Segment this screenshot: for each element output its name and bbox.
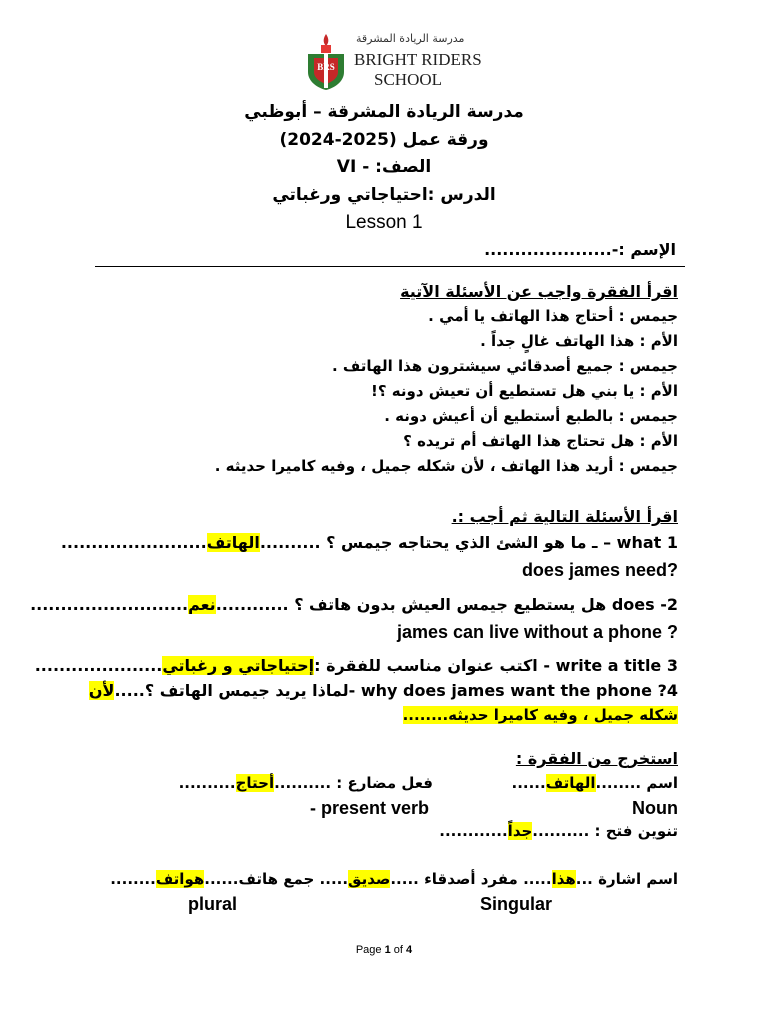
extract-demonstrative — [110, 870, 678, 888]
question-4-answer-start[interactable]: لأن — [88, 681, 115, 700]
extract-singular-dots: ..... — [314, 870, 349, 888]
extract-tanween-answer[interactable]: جداً — [507, 822, 533, 840]
page-total: 4 — [406, 944, 413, 956]
extract-tanween-dots: ............ — [439, 822, 508, 840]
passage-line: الأم : يا بني هل تستطيع أن تعيش دونه ؟! — [371, 382, 678, 400]
lesson-title-english: Lesson 1 — [345, 212, 423, 233]
extract-plural-label: جمع هاتف...... — [204, 870, 315, 888]
extract-singular-label: مفرد أصدقاء ..... — [390, 870, 518, 888]
page-prefix: Page — [355, 944, 385, 956]
question-1 — [61, 533, 678, 552]
logo-badge: BRS — [317, 62, 335, 72]
plural-english-label: plural — [188, 894, 238, 914]
extract-tanween-label: تنوين فتح : .......... — [532, 822, 678, 840]
logo-english-line2: SCHOOL — [374, 70, 443, 89]
question-2-dots: .......................... — [30, 595, 189, 614]
extract-demo-label: اسم اشارة ... — [575, 870, 678, 888]
question-3-dots: ..................... — [34, 656, 163, 675]
question-4-answer-cont[interactable]: شكله جميل ، وفيه كاميرا حديثه........ — [402, 706, 678, 724]
extract-noun-answer[interactable]: الهاتف — [545, 774, 596, 792]
passage-line: الأم : هل تحتاج هذا الهاتف أم تريده ؟ — [403, 432, 678, 450]
extract-plural-dots: ........ — [110, 870, 156, 888]
question-2-text: 2- does هل يستطيع جيمس العيش بدون هاتف ؟ ............ — [215, 595, 678, 614]
question-2-answer[interactable]: نعم — [188, 595, 216, 614]
question-2-line2: james can live without a phone ? — [396, 622, 678, 642]
extract-verb-dots: .......... — [178, 774, 236, 792]
verb-english-label: - present verb — [310, 798, 430, 818]
question-4 — [89, 681, 678, 700]
singular-english-label: Singular — [480, 894, 553, 914]
worksheet-title: ورقة عمل (2025-2024) — [279, 130, 489, 150]
extract-singular-answer[interactable]: صديق — [348, 870, 391, 888]
lesson-title-arabic: الدرس :احتياجاتي ورغباتي — [272, 185, 496, 205]
question-2 — [30, 595, 678, 614]
passage-line: جيمس : أحتاج هذا الهاتف يا أمي . — [428, 307, 678, 325]
extract-demo-dots: ..... — [517, 870, 552, 888]
questions-instruction: اقرأ الأسئلة التالية ثم أجب :. — [451, 507, 678, 526]
school-title: مدرسة الريادة المشرقة – أبوظبي — [244, 102, 524, 122]
passage-instruction: اقرأ الفقرة واجب عن الأسئلة الآتية — [400, 282, 678, 301]
question-1-answer[interactable]: الهاتف — [206, 533, 260, 552]
extract-instruction: استخرج من الفقرة : — [515, 749, 678, 768]
question-3-text: 3 write a title - اكتب عنوان مناسب للفقرة : — [314, 656, 678, 675]
school-logo — [304, 32, 482, 94]
extract-noun — [512, 774, 678, 792]
extract-tanween — [439, 822, 678, 840]
question-3 — [35, 656, 678, 675]
passage-line: جيمس : أريد هذا الهاتف ، لأن شكله جميل ، وفيه كاميرا حديثه . — [214, 457, 678, 475]
page-number: 1 — [384, 944, 391, 956]
question-1-dots: ........................ — [60, 533, 207, 552]
extract-plural-answer[interactable]: هواتف — [155, 870, 205, 888]
extract-verb-label: فعل مضارع : .......... — [274, 774, 433, 792]
passage-line: الأم : هذا الهاتف غالٍ جداً . — [480, 332, 678, 350]
grade-line: الصف: - VI — [336, 157, 432, 177]
passage-line: جيمس : جميع أصدقائي سيشترون هذا الهاتف . — [332, 357, 678, 375]
extract-noun-dots: ...... — [511, 774, 546, 792]
question-4-text: 4? why does james want the phone -لماذا يريد جيمس الهاتف ؟..... — [114, 681, 678, 700]
extract-noun-label: اسم ........ — [595, 774, 678, 792]
question-1-line2: does james need? — [521, 560, 678, 580]
noun-english-label: Noun — [632, 798, 678, 818]
student-name-field[interactable]: الإسم :-..................... — [484, 240, 676, 259]
extract-verb — [179, 774, 433, 792]
question-3-answer[interactable]: إحتياجاتي و رغباتي — [162, 656, 315, 675]
passage-line: جيمس : بالطبع أستطيع أن أعيش دونه . — [384, 407, 678, 425]
page-indicator — [0, 944, 768, 956]
extract-verb-answer[interactable]: أحتاج — [235, 774, 275, 792]
header-divider — [95, 266, 685, 267]
logo-english-line1: BRIGHT RIDERS — [354, 50, 482, 69]
logo-arabic-name: مدرسة الريادة المشرقة — [356, 32, 465, 45]
extract-demo-answer[interactable]: هذا — [551, 870, 576, 888]
question-1-text: 1 what – ـ ما هو الشئ الذي يحتاجه جيمس ؟ .......... — [259, 533, 678, 552]
page-of: of — [390, 944, 407, 956]
